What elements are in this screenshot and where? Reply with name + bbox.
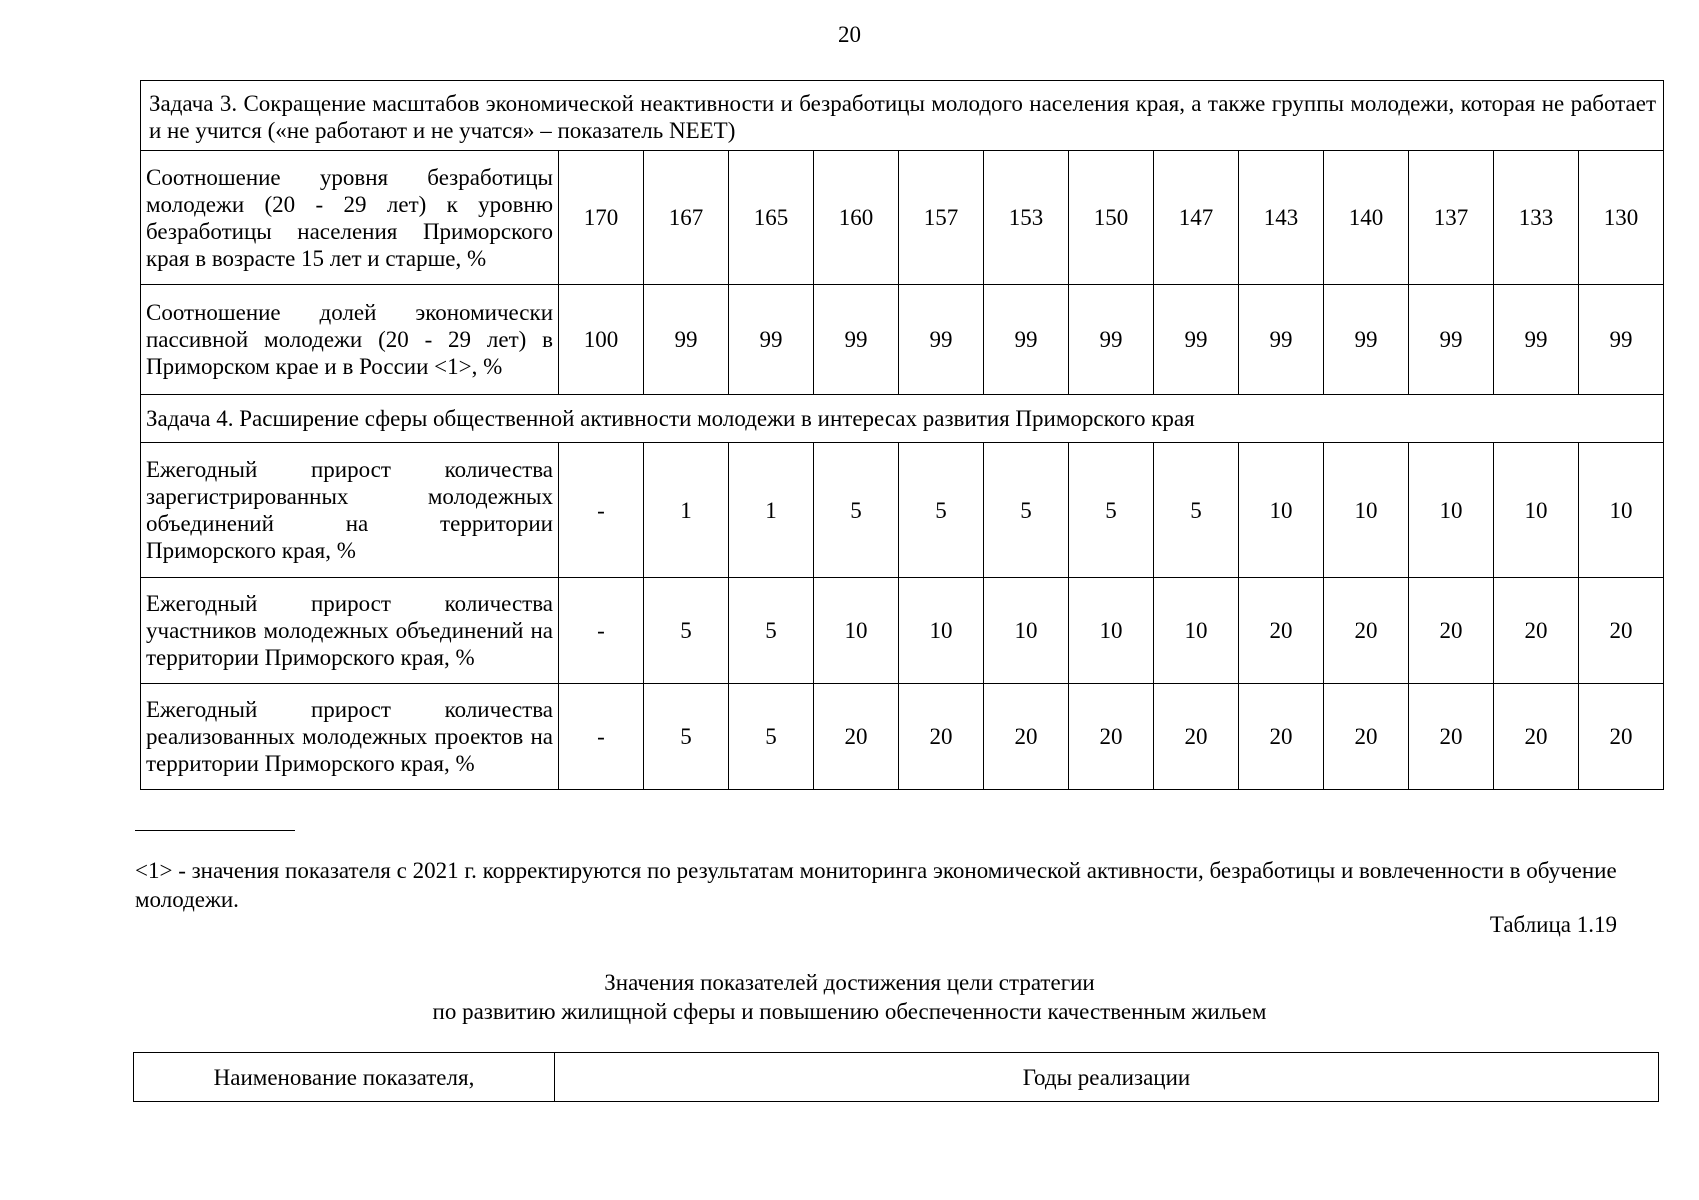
value-cell: 20 xyxy=(1239,578,1324,684)
value-cell: 150 xyxy=(1069,151,1154,285)
value-cell: 10 xyxy=(984,578,1069,684)
value-cell: 10 xyxy=(1494,443,1579,578)
table-row xyxy=(141,443,1664,578)
value-cell: 100 xyxy=(559,285,644,395)
value-cell: 20 xyxy=(1409,684,1494,790)
task-3-heading: Задача 3. Сокращение масштабов экономической неактивности и безработицы молодого населения края, а также группы молодежи, которая не работает и не учится («не работают и не учатся» – показатель NEET) xyxy=(141,81,1664,151)
value-cell: 20 xyxy=(1069,684,1154,790)
value-cell: 157 xyxy=(899,151,984,285)
value-cell: 99 xyxy=(1069,285,1154,395)
value-cell: 20 xyxy=(984,684,1069,790)
value-cell: 140 xyxy=(1324,151,1409,285)
value-cell: 10 xyxy=(1579,443,1664,578)
value-cell: 99 xyxy=(814,285,899,395)
value-cell: 5 xyxy=(644,684,729,790)
table-title xyxy=(0,968,1699,1026)
value-cell: 5 xyxy=(729,684,814,790)
housing-indicators-table-header xyxy=(133,1052,1659,1102)
value-cell: 153 xyxy=(984,151,1069,285)
value-cell: 5 xyxy=(814,443,899,578)
value-cell: 5 xyxy=(1154,443,1239,578)
page-number: 20 xyxy=(838,22,861,47)
table-row xyxy=(141,151,1664,285)
value-cell: 10 xyxy=(1324,443,1409,578)
value-cell: 170 xyxy=(559,151,644,285)
footnote-divider xyxy=(135,830,295,831)
value-cell: 10 xyxy=(1154,578,1239,684)
value-cell: 165 xyxy=(729,151,814,285)
table-title-line-2: по развитию жилищной сферы и повышению обеспеченности качественным жильем xyxy=(432,999,1267,1024)
task-row xyxy=(141,81,1664,151)
value-cell: 99 xyxy=(1154,285,1239,395)
value-cell: 20 xyxy=(1154,684,1239,790)
value-cell: 20 xyxy=(1409,578,1494,684)
value-cell: 5 xyxy=(729,578,814,684)
value-cell: 160 xyxy=(814,151,899,285)
header-row xyxy=(134,1053,1659,1102)
value-cell: - xyxy=(559,443,644,578)
table-number-label: Таблица 1.19 xyxy=(1489,912,1617,937)
value-cell: 20 xyxy=(1324,684,1409,790)
value-cell: 1 xyxy=(729,443,814,578)
indicator-label: Ежегодный прирост количества участников молодежных объединений на территории Приморского края, % xyxy=(141,578,559,684)
value-cell: 20 xyxy=(1579,578,1664,684)
footnote: <1> - значения показателя с 2021 г. корректируются по результатам мониторинга экономической активности, безработицы и вовлеченности в обучение молодежи. xyxy=(135,858,1617,912)
value-cell: 167 xyxy=(644,151,729,285)
column-header-years: Годы реализации xyxy=(555,1053,1659,1102)
indicator-label: Соотношение долей экономически пассивной молодежи (20 - 29 лет) в Приморском крае и в России <1>, % xyxy=(141,285,559,395)
indicator-label: Соотношение уровня безработицы молодежи (20 - 29 лет) к уровню безработицы населения Приморского края в возрасте 15 лет и старше, % xyxy=(141,151,559,285)
value-cell: 5 xyxy=(899,443,984,578)
value-cell: - xyxy=(559,578,644,684)
value-cell: 99 xyxy=(899,285,984,395)
value-cell: 5 xyxy=(1069,443,1154,578)
value-cell: - xyxy=(559,684,644,790)
table-title-line-1: Значения показателей достижения цели стратегии xyxy=(604,970,1095,995)
table-row xyxy=(141,285,1664,395)
value-cell: 5 xyxy=(644,578,729,684)
value-cell: 10 xyxy=(1409,443,1494,578)
value-cell: 99 xyxy=(1324,285,1409,395)
value-cell: 147 xyxy=(1154,151,1239,285)
value-cell: 137 xyxy=(1409,151,1494,285)
value-cell: 99 xyxy=(1579,285,1664,395)
value-cell: 20 xyxy=(899,684,984,790)
value-cell: 20 xyxy=(1494,684,1579,790)
value-cell: 20 xyxy=(1324,578,1409,684)
value-cell: 99 xyxy=(1239,285,1324,395)
table-row xyxy=(141,578,1664,684)
indicators-table xyxy=(140,80,1664,790)
value-cell: 20 xyxy=(1494,578,1579,684)
task-row xyxy=(141,395,1664,443)
value-cell: 99 xyxy=(1409,285,1494,395)
value-cell: 99 xyxy=(984,285,1069,395)
value-cell: 143 xyxy=(1239,151,1324,285)
value-cell: 99 xyxy=(729,285,814,395)
indicator-label: Ежегодный прирост количества зарегистрированных молодежных объединений на территории Приморского края, % xyxy=(141,443,559,578)
indicator-label: Ежегодный прирост количества реализованных молодежных проектов на территории Приморского края, % xyxy=(141,684,559,790)
task-4-heading: Задача 4. Расширение сферы общественной активности молодежи в интересах развития Приморского края xyxy=(141,395,1664,443)
value-cell: 99 xyxy=(644,285,729,395)
table-row xyxy=(141,684,1664,790)
value-cell: 20 xyxy=(814,684,899,790)
value-cell: 1 xyxy=(644,443,729,578)
value-cell: 10 xyxy=(1239,443,1324,578)
value-cell: 10 xyxy=(814,578,899,684)
column-header-indicator-name: Наименование показателя, xyxy=(134,1053,555,1102)
value-cell: 10 xyxy=(1069,578,1154,684)
value-cell: 5 xyxy=(984,443,1069,578)
value-cell: 10 xyxy=(899,578,984,684)
value-cell: 99 xyxy=(1494,285,1579,395)
value-cell: 20 xyxy=(1239,684,1324,790)
value-cell: 133 xyxy=(1494,151,1579,285)
value-cell: 20 xyxy=(1579,684,1664,790)
value-cell: 130 xyxy=(1579,151,1664,285)
